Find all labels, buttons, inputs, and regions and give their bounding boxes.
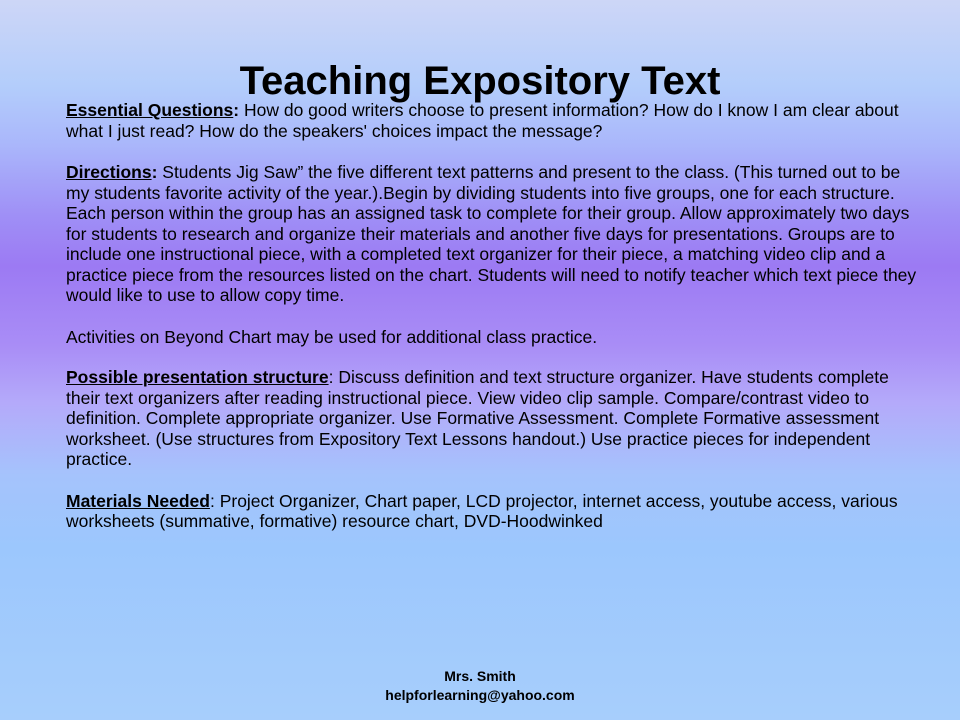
essential-questions-text: How do good writers choose to present information? How do I know I am clear about what I just read? How do the speakers' choices impact the message? — [66, 100, 899, 141]
essential-questions-heading: Essential Questions — [66, 100, 234, 120]
slide-footer — [0, 667, 960, 705]
directions-colon: : — [151, 162, 158, 182]
presentation-heading: Possible presentation structure — [66, 367, 329, 387]
directions-text: Students Jig Saw” the five different text patterns and present to the class. (This turned out to be my students favorite activity of the year.).Begin by dividing students into five groups, one for each structure. Each person within the group has an assigned task to complete for their group. Allow approximately two days for students to research and organize their materials and another five days for presentations. Groups are to include one instructional piece, with a completed text organizer for their piece, a matching video clip and a practice piece from the resources listed on the chart. Students will need to notify teacher which text piece they would like to use to allow copy time. — [66, 162, 917, 305]
presentation-paragraph — [66, 367, 924, 470]
essential-questions-paragraph — [66, 100, 924, 141]
directions-heading: Directions — [66, 162, 152, 182]
slide-body — [66, 100, 924, 532]
materials-colon: : — [209, 490, 215, 511]
author-name: Mrs. Smith — [444, 668, 516, 684]
materials-text: Project Organizer, Chart paper, LCD projector, internet access, youtube access, various worksheets (summative, formative) resource chart, DVD-Hoodwinked — [66, 490, 898, 531]
presentation-colon: : — [328, 367, 334, 387]
slide-title: Teaching Expository Text — [239, 58, 721, 103]
materials-heading: Materials Needed — [66, 490, 210, 511]
activities-paragraph: Activities on Beyond Chart may be used for additional class practice. — [66, 326, 598, 347]
essential-questions-colon: : — [233, 100, 240, 120]
materials-paragraph — [66, 491, 924, 532]
directions-paragraph — [66, 162, 924, 306]
presentation-text: Discuss definition and text structure organizer. Have students complete their text organizers after reading instructional piece. View video clip sample. Compare/contrast video to definition. Complete appropriate organizer. Use Formative Assessment. Complete Formative assessment worksheet. (Use structures from Expository Text Lessons handout.) Use practice pieces for independent practice. — [66, 367, 889, 469]
author-email: helpforlearning@yahoo.com — [385, 687, 575, 703]
